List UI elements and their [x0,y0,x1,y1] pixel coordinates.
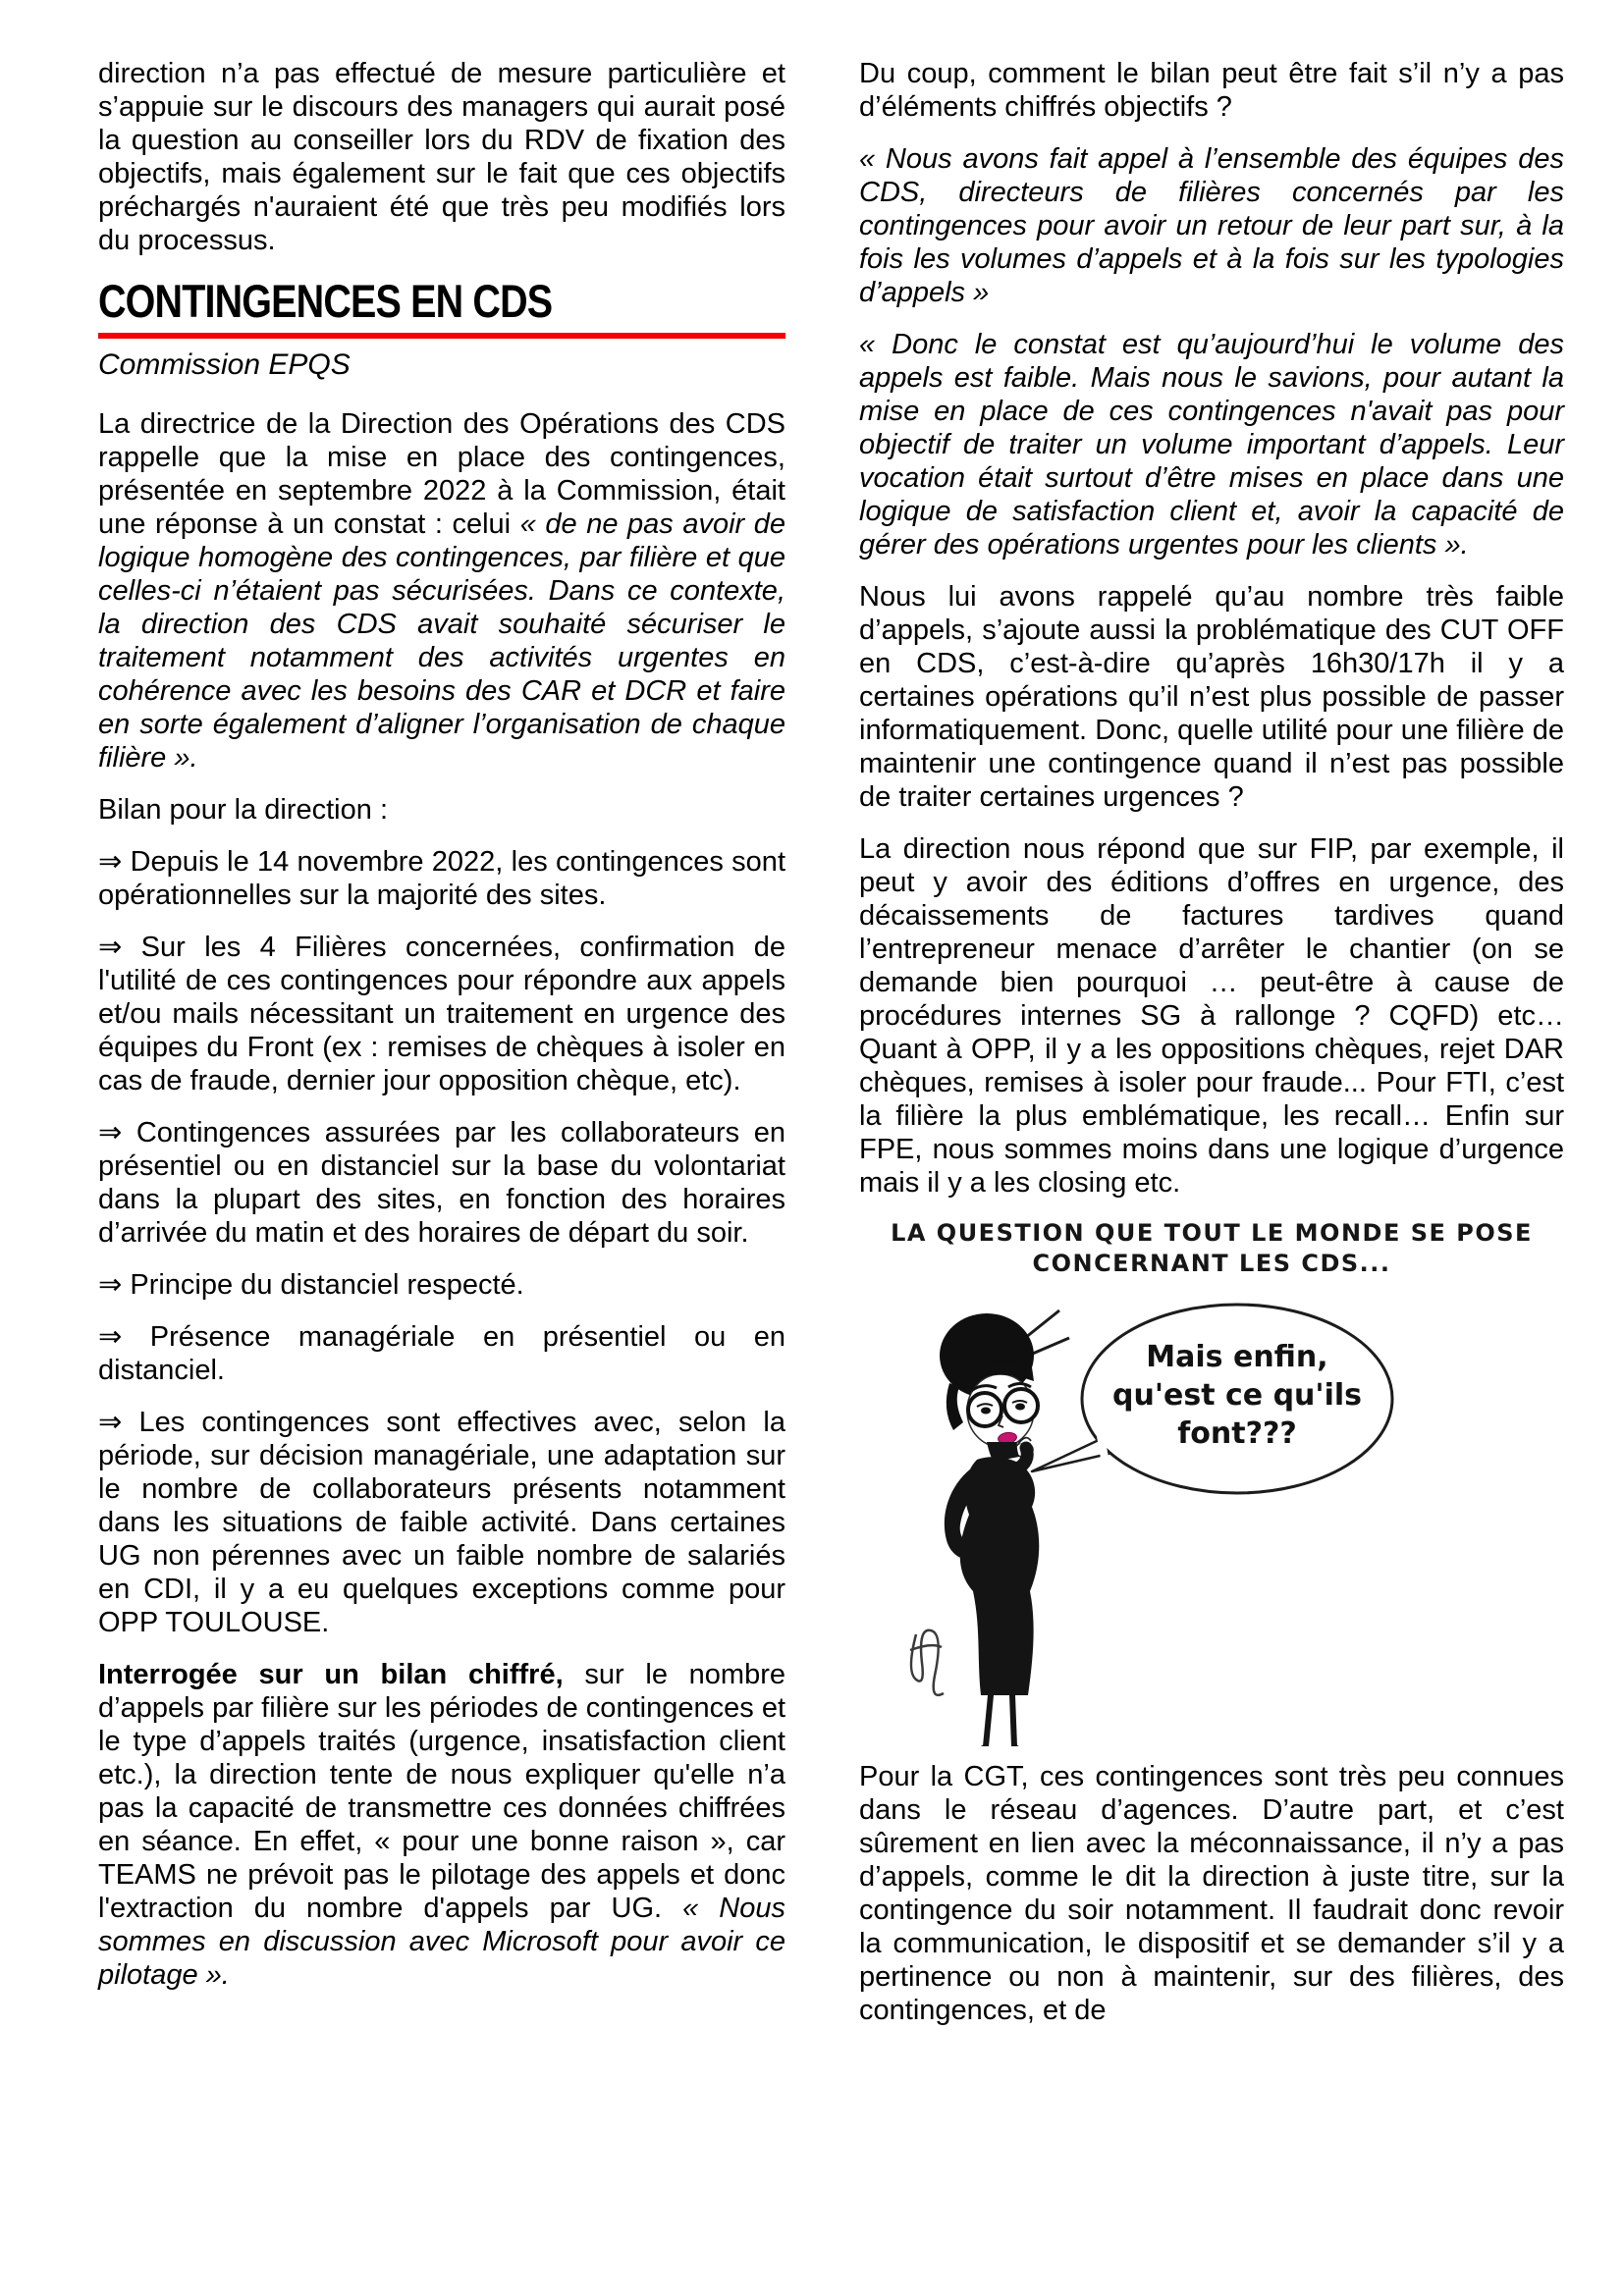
text-segment: Interrogée sur un bilan chiffré, [98,1659,564,1690]
text-segment: sur le nombre d’appels par filière sur les périodes de contingences et le type d’appels traités (urgence, insatisfaction client etc.), la direction tente de nous expliquer qu'elle n’a pas la capacité de transmettre ces données chiffrées en séance. En effet, « pour une bonne raison », car TEAMS ne prévoit pas le pilotage des appels et donc l'extraction du nombre d'appels par UG. [98,1659,785,1924]
text-segment: « Donc le constat est qu’aujourd’hui le volume des appels est faible. Mais nous le savions, pour autant la mise en place de ces contingences n'avait pas pour objectif de traiter un volume important d’appels. Leur vocation était surtout d’être mises en place dans une logique de satisfaction client et, avoir la capacité de gérer des opérations urgentes pour les clients ». [859,329,1564,561]
text-segment: ⇒ Principe du distanciel respecté. [98,1269,524,1301]
cartoon-caption-line1: LA QUESTION QUE TOUT LE MONDE SE POSE [891,1219,1533,1247]
text-segment: ⇒ Contingences assurées par les collaborateurs en présentiel ou en distanciel sur la base du volontariat dans la plupart des sites, en fonction des horaires d’arrivée du matin et des horaires de départ du soir. [98,1117,785,1249]
paragraph-continuation [98,57,785,257]
text-segment: La direction nous répond que sur FIP, par exemple, il peut y avoir des éditions d’offres en urgence, des décaissements de factures tardives quand l’entrepreneur menace d’arrêter le chantier (on se demande bien pourquoi … peut-être à cause de procédures internes SG à rallonge ? CQFD) etc… Quant à OPP, il y a les oppositions chèques, rejet DAR chèques, remises à isoler pour fraude... Pour FTI, c’est la filière la plus emblématique, les recall… Enfin sur FPE, nous sommes moins dans une logique d’urgence mais il y a les closing etc. [859,833,1564,1199]
paragraph-cgt [859,1760,1564,2027]
section-heading [98,276,785,327]
cartoon-art [859,1293,1561,1746]
paragraph-directrice [98,407,785,774]
text-segment: direction n’a pas effectué de mesure particulière et s’appuie sur le discours des managers qui aurait posé la question au conseiller lors du RDV de fixation des objectifs, mais également sur le fait que ces objectifs préchargés n'auraient été que très peu modifiés lors du processus. [98,58,785,256]
left-column [98,57,785,2010]
text-segment: « de ne pas avoir de logique homogène des contingences, par filière et que celles-ci n’étaient pas sécurisées. Dans ce contexte, la direction des CDS avait souhaité sécuriser le traitement notamment des activités urgentes en cohérence avec les besoins des CAR et DCR et faire en sorte également d’aligner l’organisation de chaque filière ». [98,508,785,774]
speech-bubble-text [1105,1338,1370,1453]
cartoon [859,1218,1564,1746]
bullet-item [98,845,785,912]
text-segment: « Nous avons fait appel à l’ensemble des équipes des CDS, directeurs de filières concernés par les contingences pour avoir un retour de leur part sur, à la fois les volumes d’appels et à la fois sur les typologies d’appels » [859,143,1564,308]
bullet-item [98,1116,785,1250]
paragraph-cut-off [859,580,1564,814]
text-segment: Du coup, comment le bilan peut être fait s’il n’y a pas d’éléments chiffrés objectifs ? [859,58,1564,123]
bullet-item [98,1320,785,1387]
text-segment: ⇒ Les contingences sont effectives avec, selon la période, sur décision managériale, une adaptation sur le nombre de collaborateurs présents notamment dans les situations de faible activité. Dans certaines UG non pérennes avec un faible nombre de salariés en CDI, il y a eu quelques exceptions comme pour OPP TOULOUSE. [98,1407,785,1638]
bullet-item [98,1406,785,1639]
text-segment: ⇒ Présence managériale en présentiel ou en distanciel. [98,1321,785,1386]
paragraph-du-coup [859,57,1564,124]
paragraph-bilan-intro [98,793,785,827]
bubble-line2: qu'est ce qu'ils [1111,1378,1363,1413]
paragraph-direction-repond [859,832,1564,1200]
text-segment: ⇒ Depuis le 14 novembre 2022, les contingences sont opérationnelles sur la majorité des sites. [98,846,785,911]
cartoon-caption-line2: CONCERNANT LES CDS... [1032,1250,1391,1277]
text-segment: Bilan pour la direction : [98,794,388,826]
bubble-line1: Mais enfin, [1146,1340,1328,1374]
bullet-item [98,931,785,1097]
paragraph-quote-equipes [859,142,1564,309]
bubble-line3: font??? [1177,1416,1297,1451]
section-heading-text: CONTINGENCES EN CDS [98,275,553,327]
paragraph-quote-constat [859,328,1564,561]
section-subheading: Commission EPQS [98,348,351,381]
signature-scribble [910,1630,944,1695]
heading-underline-rule [98,333,785,339]
text-segment: ⇒ Sur les 4 Filières concernées, confirmation de l'utilité de ces contingences pour répondre aux appels et/ou mails nécessitant un traitement en urgence des équipes du Front (ex : remises de chèques à isoler en cas de fraude, dernier jour opposition chèque, etc). [98,932,785,1096]
paragraph-bilan-chiffre [98,1658,785,1992]
text-segment: Pour la CGT, ces contingences sont très peu connues dans le réseau d’agences. D’autre part, et c’est sûrement en lien avec la méconnaissance, il n’y a pas d’appels, comme le dit la direction à juste titre, sur la contingence du soir notamment. Il faudrait donc revoir la communication, le dispositif et se demander s’il y a pertinence ou non à maintenir, sur des filières, des contingences, et de [859,1761,1564,2026]
text-segment: La directrice de la Direction des Opérations des CDS rappelle que la mise en place des contingences, présentée en septembre 2022 à la Commission, était une réponse à un constat : celui [98,408,785,540]
cartoon-caption [859,1218,1564,1279]
text-segment: « Nous sommes en discussion avec Microsoft pour avoir ce pilotage ». [98,1893,785,1991]
text-segment: Nous lui avons rappelé qu’au nombre très faible d’appels, s’ajoute aussi la problématique des CUT OFF en CDS, c’est-à-dire qu’après 16h30/17h il y a certaines opérations qu’il n’est plus possible de passer informatiquement. Donc, quelle utilité pour une filière de maintenir une contingence quand il n’est pas possible de traiter certaines urgences ? [859,581,1564,813]
right-column [859,57,1564,2046]
woman-figure [910,1310,1069,1746]
bullet-item [98,1268,785,1302]
